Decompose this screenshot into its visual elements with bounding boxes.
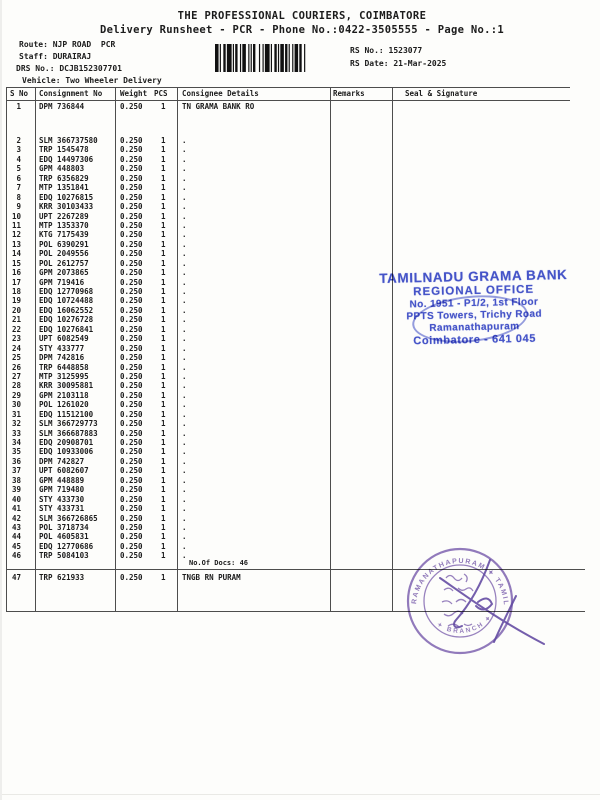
table-row: 7 MTP 1351841 0.250 1 . <box>12 183 187 193</box>
stamp-bank-name: TAMILNADU GRAMA BANK <box>379 267 568 286</box>
table-top-border <box>6 87 570 88</box>
col-header-weight: Weight <box>120 89 148 98</box>
table-row: 6 TRP 6356829 0.250 1 . <box>12 173 187 183</box>
table-row: 13 POL 6390291 0.250 1 . <box>12 239 187 249</box>
table-row: 33 SLM 366687883 0.250 1 . <box>12 428 187 438</box>
barcode <box>215 44 310 76</box>
table-row: 3 TRP 1545478 0.250 1 . <box>12 145 187 155</box>
table-row: 43 POL 3718734 0.250 1 . <box>12 522 187 532</box>
table-row: 18 EDQ 12770968 0.250 1 . <box>12 287 187 296</box>
col-border <box>392 87 393 611</box>
col-header-pcs: PCS <box>154 89 168 98</box>
rs-number: RS No.: 1523077 <box>350 46 423 55</box>
rs-date: RS Date: 21-Mar-2025 <box>350 59 447 68</box>
table-row: 4 EDQ 14497306 0.250 1 . <box>12 154 187 164</box>
round-seal-stamp <box>394 544 559 666</box>
table-row: 30 POL 1261020 0.250 1 . <box>12 400 187 410</box>
page-title: THE PROFESSIONAL COURIERS, COIMBATORE <box>177 10 427 22</box>
table-row: 28 KRR 30095881 0.250 1 . <box>12 381 187 391</box>
table-row: 46 TRP 5084103 0.250 1 . <box>12 551 187 561</box>
table-row: 21 EDQ 10276728 0.250 1 . <box>12 315 187 325</box>
col-border <box>330 87 331 611</box>
col-header-remarks: Remarks <box>333 89 365 98</box>
seal-arc-top-text: RAMANATHAPURAM ✦ TAMIL <box>411 557 510 607</box>
table-row: 47 TRP 621933 0.250 1 TNGB RN PURAM <box>12 573 241 582</box>
table-row: 38 GPM 448889 0.250 1 . <box>12 475 187 485</box>
seal-arc-bottom-text: ✦ BRANCH ✦ <box>435 613 495 636</box>
table-row: 26 TRP 6448858 0.250 1 . <box>12 362 187 372</box>
table-row: 14 POL 2049556 0.250 1 . <box>12 249 187 259</box>
drs-number-line: DRS No.: DCJB152307701 <box>16 64 122 73</box>
table-row: 23 UPT 6082549 0.250 1 . <box>12 334 187 344</box>
table-row: 22 EDQ 10276841 0.250 1 . <box>12 324 187 334</box>
stamp-city-pin: Coimbatore - 641 045 <box>413 332 537 348</box>
table-row: 9 KRR 30103433 0.250 1 . <box>12 202 187 212</box>
col-header-seal: Seal & Signature <box>405 89 478 98</box>
table-rows <box>6 136 187 561</box>
table-row: 17 GPM 719416 0.250 1 . <box>12 277 187 287</box>
stamp-address-3: Ramanathapuram <box>429 321 520 334</box>
table-row: 1 DPM 736844 0.250 1 TN GRAMA BANK RO <box>12 102 255 111</box>
col-header-consignee: Consignee Details <box>182 89 259 98</box>
svg-text:RAMANATHAPURAM ✦ TAMIL NADU GR <box>394 544 509 606</box>
table-row: 15 POL 2612757 0.250 1 . <box>12 258 187 268</box>
table-row: 34 EDQ 20908701 0.250 1 . <box>12 438 187 447</box>
table-row: 8 EDQ 10276815 0.250 1 . <box>12 192 187 202</box>
table-row: 37 UPT 6082607 0.250 1 . <box>12 466 187 476</box>
table-row: 5 GPM 448803 0.250 1 . <box>12 164 187 174</box>
stamp-office: REGIONAL OFFICE <box>413 283 535 299</box>
table-row: 32 SLM 366729773 0.250 1 . <box>12 419 187 429</box>
table-row: 40 STY 433730 0.250 1 . <box>12 494 187 504</box>
table-row: 12 KTG 7175439 0.250 1 . <box>12 230 187 240</box>
table-row: 11 MTP 1353370 0.250 1 . <box>12 220 187 230</box>
table-row: 41 STY 433731 0.250 1 . <box>12 504 187 514</box>
table-row: 35 EDQ 10933006 0.250 1 . <box>12 447 187 457</box>
runsheet-table <box>6 87 587 611</box>
table-row: 16 GPM 2073865 0.250 1 . <box>12 268 187 278</box>
table-row: 2 SLM 366737580 0.250 1 . <box>12 136 187 145</box>
stamp-address-2: PPTS Towers, Trichy Road <box>406 308 543 323</box>
col-header-consignment: Consignment No <box>39 89 103 98</box>
table-row: 29 GPM 2103118 0.250 1 . <box>12 390 187 400</box>
table-row: 24 STY 433777 0.250 1 . <box>12 343 187 353</box>
table-row: 31 EDQ 11512100 0.250 1 . <box>12 409 187 419</box>
table-row: 10 UPT 2267289 0.250 1 . <box>12 211 187 221</box>
table-row: 25 DPM 742816 0.250 1 . <box>12 353 187 363</box>
table-row: 42 SLM 366726865 0.250 1 . <box>12 513 187 523</box>
col-header-sno: S No <box>10 89 29 98</box>
staff-line: Staff: DURAIRAJ <box>19 52 92 61</box>
vehicle-line: Vehicle: Two Wheeler Delivery <box>22 76 162 85</box>
table-row: 44 POL 4605831 0.250 1 . <box>12 532 187 542</box>
page-subtitle: Delivery Runsheet - PCR - Phone No.:0422-3505555 - Page No.:1 <box>100 24 504 36</box>
table-row: 39 GPM 719480 0.250 1 . <box>12 485 187 495</box>
route-line: Route: NJP ROAD PCR <box>19 40 116 49</box>
table-row: 27 MTP 3125995 0.250 1 . <box>12 371 187 381</box>
docs-count-note: No.Of Docs: 46 <box>189 559 249 567</box>
table-row: 45 EDQ 12770686 0.250 1 . <box>12 541 187 551</box>
table-row: 20 EDQ 16062552 0.250 1 . <box>12 305 187 315</box>
table-row: 36 DPM 742827 0.250 1 . <box>12 456 187 466</box>
stamp-address-1: No. 1951 - P1/2, 1st Floor <box>409 296 539 311</box>
table-row: 19 EDQ 10724488 0.250 1 . <box>12 296 187 306</box>
